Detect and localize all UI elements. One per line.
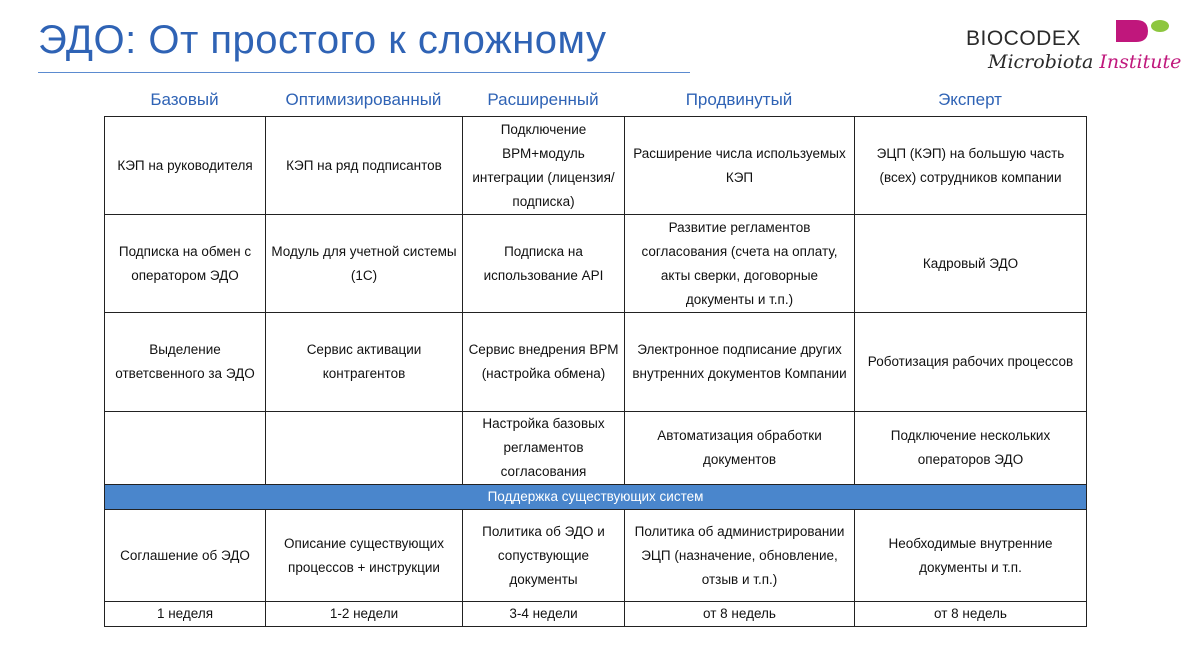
biocodex-logo [966, 14, 1182, 74]
table-cell: Электронное подписание других внутренних документов Компании [625, 313, 855, 412]
table-row [105, 412, 1087, 485]
table-cell: ЭЦП (КЭП) на большую часть (всех) сотрудников компании [855, 117, 1087, 215]
logo-sub-accent: Institute [1099, 51, 1182, 73]
support-bar: Поддержка существующих систем [105, 485, 1087, 510]
maturity-table [104, 116, 1087, 627]
table-cell: Кадровый ЭДО [855, 215, 1087, 313]
table-row [105, 117, 1087, 215]
duration-cell: 1-2 недели [266, 602, 463, 627]
table-row [105, 215, 1087, 313]
table-cell: КЭП на руководителя [105, 117, 266, 215]
table-cell: Сервис внедрения ВРМ (настройка обмена) [463, 313, 625, 412]
table-cell [266, 412, 463, 485]
table-cell: Модуль для учетной системы (1С) [266, 215, 463, 313]
table-cell: Подписка на использование API [463, 215, 625, 313]
support-bar-row [105, 485, 1087, 510]
table-cell: Выделение ответсвенного за ЭДО [105, 313, 266, 412]
logo-sub-text: Microbiota [988, 51, 1094, 73]
table-cell: Политика об администрировании ЭЦП (назначение, обновление, отзыв и т.п.) [625, 510, 855, 602]
table-cell: Подключение ВРМ+модуль интеграции (лицензия/подписка) [463, 117, 625, 215]
table-cell: Роботизация рабочих процессов [855, 313, 1087, 412]
column-header-optimized: Оптимизированный [285, 90, 442, 109]
column-header-extended: Расширенный [487, 90, 599, 109]
column-header-basic: Базовый [150, 90, 219, 109]
table-cell: Развитие регламентов согласования (счета на оплату, акты сверки, договорные документы и т.п.) [625, 215, 855, 313]
page-title: ЭДО: От простого к сложному [38, 18, 607, 62]
table-cell: Соглашение об ЭДО [105, 510, 266, 602]
table-cell: КЭП на ряд подписантов [266, 117, 463, 215]
table-cell: Автоматизация обработки документов [625, 412, 855, 485]
table-row [105, 510, 1087, 602]
table-cell: Настройка базовых регламентов согласования [463, 412, 625, 485]
title-divider [38, 72, 690, 73]
table-cell: Расширение числа используемых КЭП [625, 117, 855, 215]
column-headers [0, 86, 1200, 114]
table-cell: Подключение нескольких операторов ЭДО [855, 412, 1087, 485]
column-header-advanced: Продвинутый [685, 90, 793, 109]
logo-brand: BIOCODEX [966, 27, 1081, 50]
duration-cell: 1 неделя [105, 602, 266, 627]
table-cell: Сервис активации контрагентов [266, 313, 463, 412]
table-cell: Описание существующих процессов + инструкции [266, 510, 463, 602]
logo-subtitle [988, 51, 1181, 73]
duration-cell: от 8 недель [625, 602, 855, 627]
table-cell: Подписка на обмен с оператором ЭДО [105, 215, 266, 313]
table-cell: Политика об ЭДО и сопуствующие документы [463, 510, 625, 602]
logo-mark-icon [1114, 16, 1172, 46]
duration-row [105, 602, 1087, 627]
duration-cell: 3-4 недели [463, 602, 625, 627]
column-header-expert: Эксперт [938, 90, 1002, 109]
table-cell [105, 412, 266, 485]
table-row [105, 313, 1087, 412]
duration-cell: от 8 недель [855, 602, 1087, 627]
table-cell: Необходимые внутренние документы и т.п. [855, 510, 1087, 602]
